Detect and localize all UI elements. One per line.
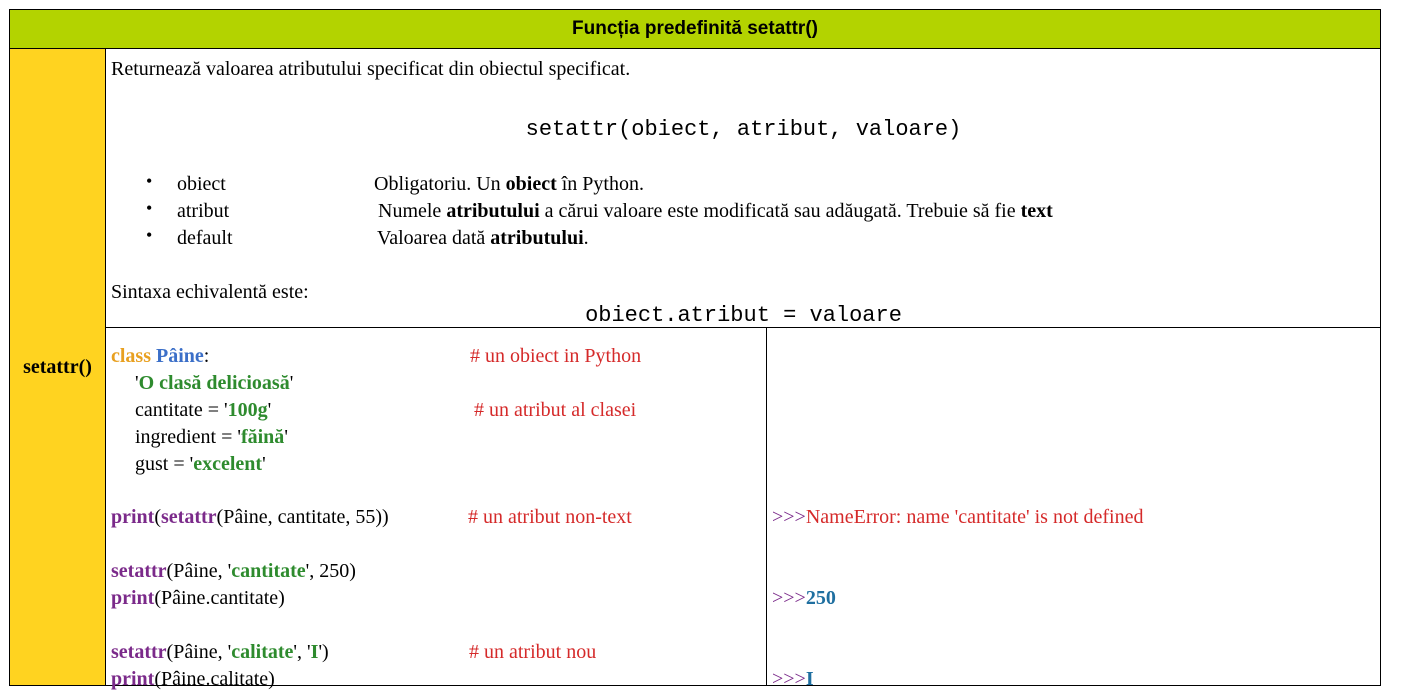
intro-text: Returnează valoarea atributului specificat din obiectul specificat. <box>111 58 631 80</box>
code-line: print(setattr(Pâine, cantitate, 55)) <box>111 506 389 528</box>
code-line: gust = 'excelent' <box>135 453 266 475</box>
code-line: print(Pâine.calitate) <box>111 668 275 690</box>
bullet-icon: • <box>146 171 153 191</box>
side-label: setattr() <box>23 355 92 378</box>
code-line: cantitate = '100g' <box>135 399 272 421</box>
param-name: obiect <box>177 173 226 195</box>
code-comment: # un atribut nou <box>469 641 597 663</box>
param-name: atribut <box>177 200 230 222</box>
code-line: print(Pâine.cantitate) <box>111 587 285 609</box>
function-table <box>9 9 1381 690</box>
equiv-syntax: obiect.atribut = valoare <box>585 303 902 328</box>
output-line: >>>I <box>772 668 814 690</box>
param-desc: Valoarea dată atributului. <box>377 227 589 249</box>
output-line: >>>250 <box>772 587 836 609</box>
header-title: Funcția predefinită setattr() <box>572 18 818 39</box>
code-comment: # un atribut al clasei <box>474 399 637 421</box>
param-name: default <box>177 227 233 249</box>
output-line: >>>NameError: name 'cantitate' is not defined <box>772 506 1144 528</box>
code-cell <box>106 328 767 690</box>
param-desc: Numele atributului a cărui valoare este modificată sau adăugată. Trebuie să fie text <box>378 200 1053 222</box>
code-line: setattr(Pâine, 'cantitate', 250) <box>111 560 356 582</box>
equiv-label: Sintaxa echivalentă este: <box>111 281 309 303</box>
code-line: 'O clasă delicioasă' <box>135 372 294 394</box>
code-comment: # un atribut non-text <box>468 506 632 528</box>
bullet-icon: • <box>146 225 153 245</box>
code-line: class Pâine: <box>111 345 210 367</box>
description-cell <box>106 49 1380 328</box>
code-line: ingredient = 'făină' <box>135 426 288 448</box>
code-line: setattr(Pâine, 'calitate', 'I') <box>111 641 329 663</box>
code-comment: # un obiect in Python <box>470 345 642 367</box>
param-desc: Obligatoriu. Un obiect în Python. <box>374 173 644 195</box>
side-label-cell <box>10 49 106 685</box>
output-cell <box>767 328 1380 690</box>
table-header <box>10 10 1380 49</box>
syntax-line: setattr(obiect, atribut, valoare) <box>525 117 962 142</box>
bullet-icon: • <box>146 198 153 218</box>
